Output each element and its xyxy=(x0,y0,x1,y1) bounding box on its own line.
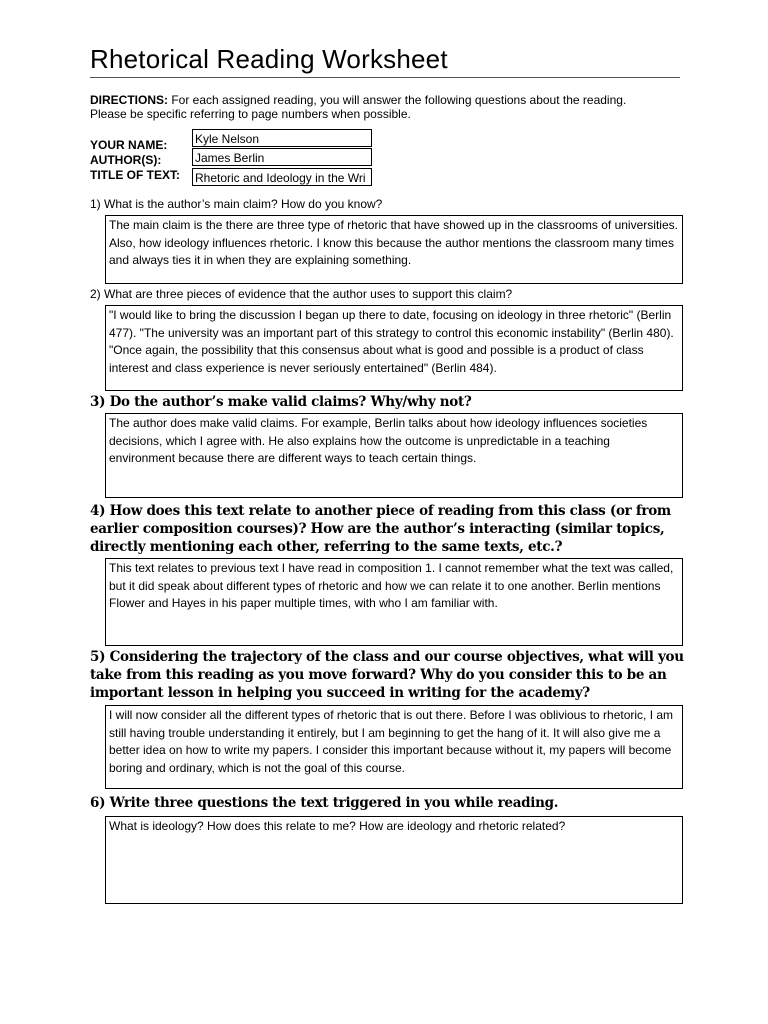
question-4: 4) How does this text relate to another piece of reading from this class (or from earlier composition courses)? How are the author’s interacting (similar topics, directly mentioning each other, referring to the same texts, etc.? xyxy=(90,503,671,555)
title-of-text-field[interactable]: Rhetoric and Ideology in the Wri xyxy=(192,168,372,186)
author-label: AUTHOR(S): xyxy=(90,153,162,167)
answer-4[interactable]: This text relates to previous text I have read in composition 1. I cannot remember what the text was called, but it did speak about different types of rhetoric and how we can relate it to one another. Berlin mentions Flower and Hayes in his paper multiple times, with who I am familiar with. xyxy=(105,558,683,646)
directions xyxy=(90,93,690,121)
answer-1[interactable]: The main claim is the there are three type of rhetoric that have showed up in the classrooms of universities. Also, how ideology influences rhetoric. I know this because the author mentions the classroom many times and always ties it in when they are explaining something. xyxy=(105,215,683,284)
title-divider xyxy=(90,77,680,78)
answer-5[interactable]: I will now consider all the different types of rhetoric that is out there. Before I was oblivious to rhetoric, I am still having trouble understanding it entirely, but I am beginning to get the hang of it. It will also give me a better idea on how to write my papers. I consider this important because without it, my papers will become boring and ordinary, which is not the goal of this course. xyxy=(105,705,683,789)
title-of-text-label: TITLE OF TEXT: xyxy=(90,168,180,182)
question-5: 5) Considering the trajectory of the class and our course objectives, what will you take from this reading as you move forward? Why do you consider this to be an important lesson in helping you succeed in writing for the academy? xyxy=(90,649,684,701)
question-3: 3) Do the author’s make valid claims? Why/why not? xyxy=(90,394,472,410)
directions-label: DIRECTIONS: xyxy=(90,93,168,107)
name-field[interactable]: Kyle Nelson xyxy=(192,129,372,147)
directions-line2: Please be specific referring to page numbers when possible. xyxy=(90,107,411,121)
answer-6[interactable]: What is ideology? How does this relate to me? How are ideology and rhetoric related? xyxy=(105,816,683,904)
answer-3[interactable]: The author does make valid claims. For example, Berlin talks about how ideology influences societies decisions, which I agree with. He also explains how the outcome is unpredictable in a teaching environment because there are different ways to teach certain things. xyxy=(105,413,683,498)
page-title: Rhetorical Reading Worksheet xyxy=(90,44,448,74)
question-2: 2) What are three pieces of evidence that the author uses to support this claim? xyxy=(90,287,513,301)
directions-line1: For each assigned reading, you will answer the following questions about the reading. xyxy=(168,93,627,107)
author-field[interactable]: James Berlin xyxy=(192,148,372,166)
name-label: YOUR NAME: xyxy=(90,138,168,152)
question-1: 1) What is the author’s main claim? How do you know? xyxy=(90,197,383,211)
question-6: 6) Write three questions the text triggered in you while reading. xyxy=(90,795,559,811)
answer-2[interactable]: "I would like to bring the discussion I began up there to date, focusing on ideology in three rhetoric" (Berlin 477). "The university was an important part of this strategy to control this economic instability" (Berlin 480). "Once again, the possibility that this consensus about what is good and possible is a product of class interest and class experience is never seriously entertained" (Berlin 484). xyxy=(105,305,683,391)
